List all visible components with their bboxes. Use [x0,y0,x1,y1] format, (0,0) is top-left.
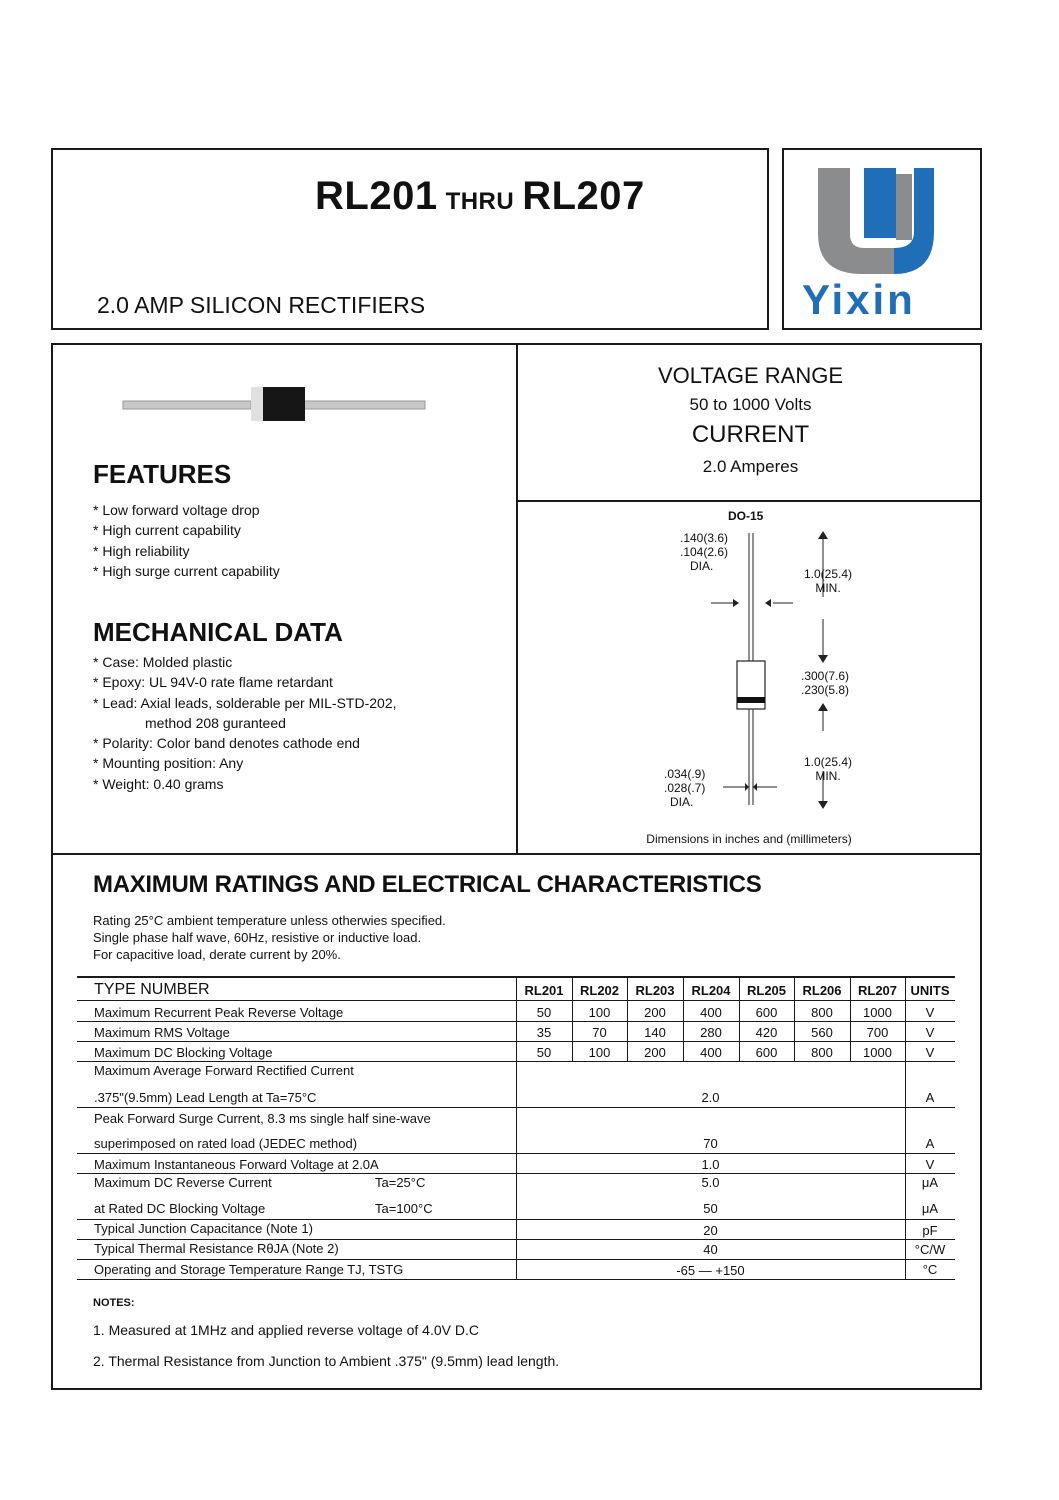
note-2: 2. Thermal Resistance from Junction to Ambient .375" (9.5mm) lead length. [93,1353,560,1369]
subtitle: 2.0 AMP SILICON RECTIFIERS [97,292,426,318]
list-item: * Polarity: Color band denotes cathode end [93,735,360,752]
list-item: * High surge current capability [93,562,280,579]
mechanical-heading: MECHANICAL DATA [93,617,343,647]
col-header-rl204: RL204 [691,983,731,998]
col-header-units: UNITS [910,983,950,998]
list-item: * Weight: 0.40 grams [93,775,224,792]
dim-lead-length-bottom: 1.0(25.4) MIN. [803,755,853,783]
page-title [315,174,645,219]
ratings-heading: MAXIMUM RATINGS AND ELECTRICAL CHARACTERISTICS [93,871,762,898]
note-1: 1. Measured at 1MHz and applied reverse voltage of 4.0V D.C [93,1322,479,1338]
logo-box [782,148,982,330]
list-item: * Epoxy: UL 94V-0 rate flame retardant [93,674,333,691]
logo-text: Yixin [802,276,916,323]
list-item: * High current capability [93,522,241,539]
list-item: method 208 guranteed [145,714,286,731]
col-header-rl201: RL201 [524,983,564,998]
title-box [51,148,769,330]
title-thru: THRU [445,188,515,215]
list-item: * Mounting position: Any [93,755,244,772]
title-part1: RL201 [315,174,438,218]
list-item: * Low forward voltage drop [93,502,260,518]
title-part2: RL207 [522,174,645,218]
col-header-rl203: RL203 [635,983,675,998]
list-item: * High reliability [93,542,190,559]
notes-heading: NOTES: [93,1297,135,1309]
ratings-intro: Rating 25°C ambient temperature unless otherwies specified. Single phase half wave, 60Hz, resistive or inductive load. For capacitive load, derate current by 20%. [93,913,446,962]
list-item: * Case: Molded plastic [93,654,233,670]
dim-lead-dia: .034(.9) .028(.7) DIA. [664,767,706,809]
dim-body-length: .300(7.6) .230(5.8) [801,669,850,697]
voltage-range-label: VOLTAGE RANGE [657,363,843,388]
list-item: * Lead: Axial leads, solderable per MIL-STD-202, [93,694,397,711]
col-header-rl206: RL206 [802,983,842,998]
current-label: CURRENT [691,421,810,448]
package-name: DO-15 [728,509,764,523]
voltage-range-value: 50 to 1000 Volts [689,395,812,414]
dim-lead-length-top: 1.0(25.4) MIN. [803,567,853,595]
current-value: 2.0 Amperes [702,457,799,476]
ratings-table: TYPE NUMBER RL201 RL202 RL203 RL204 RL205 RL206 RL207 UNITS Maximum Recurrent Peak Reverse Voltage 50 100 200 400 600 800 1000 V Maximum RMS Voltage 35 70 140 280 420 560 700 V Maximum DC Blocking Voltage 50 100 200 400 600 800 1000 V Maximum Average Forward Rectified Current .375"(9.5mm) Lead Length at Ta=75°C 2.0 A Peak Forward Surge Current, 8.3 ms single half sine-wave superimposed on rated load (JEDEC method) 70 A Maximum Instantaneous Forward Voltage at 2.0A 1.0 V Maximum DC Reverse Current Ta=25°C 5.0 μA at Rated DC Blocking Voltage Ta=100°C 50 μA Typical Junction Capacitance (Note 1) 20 pF Typical Thermal Resistance RθJA (Note 2) 40 °C/W Operating and Storage Temperature Range TJ, TSTG -65 — +150 °C [53,345,982,1390]
dimensions-caption: Dimensions in inches and (millimeters) [646,832,852,846]
main-box [51,343,982,1390]
features-heading: FEATURES [93,459,232,489]
type-number-header: TYPE NUMBER [94,981,210,998]
col-header-rl202: RL202 [579,983,620,998]
dim-body-dia: .140(3.6) .104(2.6) DIA. [680,531,729,573]
col-header-rl205: RL205 [746,983,787,998]
col-header-rl207: RL207 [857,983,898,998]
